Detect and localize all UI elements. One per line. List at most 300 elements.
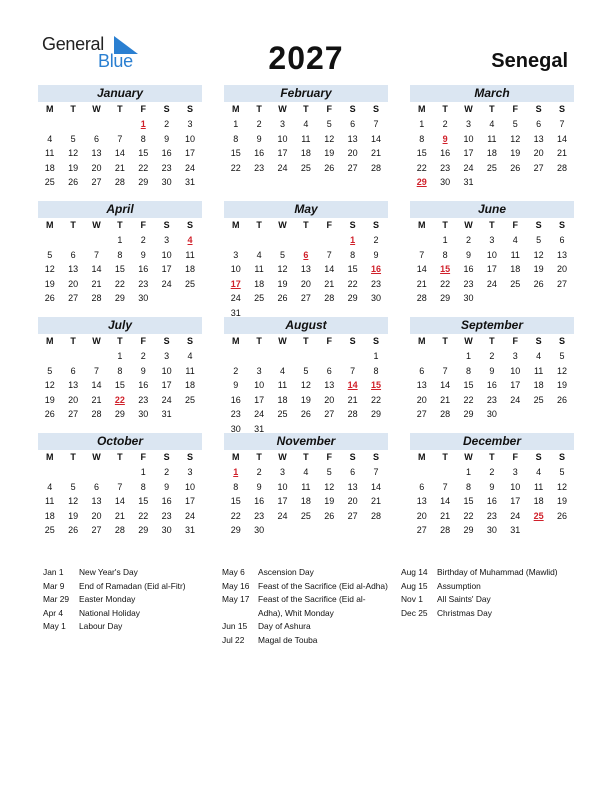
day-cell: 26: [510, 162, 521, 173]
day-cell: 3: [164, 235, 170, 245]
weekday-label: S: [349, 336, 356, 346]
day-cell: 28: [371, 162, 382, 173]
day-cell: 26: [557, 510, 568, 521]
day-cell: 9: [489, 481, 495, 492]
day-cell: 12: [510, 133, 521, 144]
holiday-entry: [222, 593, 388, 620]
day-cell: 2: [164, 119, 170, 129]
day-cell: 3: [512, 351, 518, 361]
empty-cell: [38, 465, 61, 480]
weekday-label: T: [489, 336, 495, 346]
day-cell: 9: [233, 380, 239, 390]
empty-cell: [38, 117, 61, 132]
day-cell: 21: [91, 394, 102, 405]
day-cell: 10: [161, 249, 172, 260]
day-cell: 2: [140, 235, 146, 245]
weekday-label: S: [373, 452, 380, 462]
day-cell: 25: [533, 394, 544, 405]
weekday-label: M: [45, 104, 54, 114]
empty-cell: [294, 233, 317, 248]
day-cell: 18: [510, 264, 521, 274]
day-cell: 6: [419, 365, 425, 376]
month-september: [410, 317, 574, 422]
day-cell: 1: [140, 467, 146, 477]
month-header: May: [224, 201, 388, 218]
day-cell: 28: [114, 177, 125, 187]
day-cell: 8: [442, 249, 448, 260]
holiday-date: Aug 15: [401, 580, 428, 591]
day-cell: 28: [347, 409, 358, 419]
day-cell: 15: [230, 148, 241, 158]
weekday-label: S: [349, 452, 356, 462]
holiday-name: Christmas Day: [437, 607, 492, 618]
day-cell: 17: [161, 380, 172, 390]
day-cell: 26: [44, 409, 55, 419]
day-cell: 20: [68, 278, 79, 289]
month-header: September: [410, 317, 574, 334]
holiday-column-2: [222, 566, 388, 647]
day-cell: 4: [536, 467, 542, 477]
day-cell: 5: [303, 365, 309, 376]
day-cell: 5: [512, 119, 518, 129]
day-cell: 2: [489, 351, 495, 361]
day-cell: 17: [185, 148, 196, 158]
day-cell: 11: [301, 481, 311, 492]
day-cell: 20: [91, 162, 102, 173]
weekday-label: S: [163, 336, 170, 346]
weekday-label: T: [70, 104, 76, 114]
holiday-entry: [222, 566, 388, 580]
day-cell: 14: [371, 133, 382, 144]
month-february: [224, 85, 388, 175]
day-cell: 25: [254, 293, 265, 303]
day-cell: 20: [416, 510, 427, 521]
day-cell: 17: [185, 496, 196, 506]
day-cell: 17: [254, 394, 265, 405]
day-cell: 27: [416, 525, 427, 535]
day-cell: 10: [486, 249, 497, 260]
day-cell: 14: [91, 380, 102, 390]
day-cell: 4: [47, 481, 53, 492]
weekday-label: W: [464, 452, 473, 462]
day-cell: 8: [373, 365, 379, 376]
holiday-name: End of Ramadan (Eid al-Fitr): [79, 580, 186, 591]
day-cell: 26: [324, 162, 335, 173]
day-cell: 14: [440, 496, 451, 506]
weekday-label: S: [535, 220, 542, 230]
holiday-name: Easter Monday: [79, 594, 136, 604]
day-cell: 15: [114, 380, 125, 390]
day-cell: 3: [187, 467, 193, 477]
day-cell: 21: [91, 278, 102, 289]
day-cell: 22: [440, 278, 451, 289]
day-cell: 26: [44, 293, 55, 303]
day-cell: 21: [324, 278, 335, 289]
day-cell: 8: [140, 133, 146, 144]
day-cell: 19: [324, 496, 335, 506]
day-cell: 19: [557, 496, 568, 506]
day-cell: 23: [161, 162, 172, 173]
day-cell: 16: [230, 394, 241, 405]
holiday-entry: [222, 580, 388, 594]
day-cell: 16: [254, 496, 265, 506]
day-cell: 22: [463, 394, 474, 405]
weekday-label: T: [303, 104, 309, 114]
empty-cell: [271, 349, 294, 364]
day-cell: 29: [114, 409, 125, 419]
day-cell: 22: [230, 510, 241, 521]
day-cell: 13: [347, 133, 358, 144]
day-cell: 15: [416, 148, 427, 158]
day-cell: 11: [185, 365, 195, 376]
weekday-label: T: [117, 104, 123, 114]
holiday-name: Assumption: [437, 580, 481, 591]
day-cell: 14: [324, 264, 335, 274]
day-cell: 14: [114, 496, 125, 506]
day-cell: 14: [371, 481, 382, 492]
day-cell: 22: [138, 510, 149, 521]
holiday-name: New Year's Day: [79, 567, 138, 577]
month-november: [224, 433, 388, 538]
day-cell: 15: [347, 264, 358, 274]
holiday-date: May 17: [222, 594, 250, 604]
day-cell: 13: [91, 148, 102, 158]
holiday-day: 6: [303, 249, 309, 260]
day-cell: 11: [254, 264, 264, 274]
day-cell: 26: [324, 510, 335, 521]
weekday-label: F: [140, 452, 146, 462]
empty-cell: [224, 233, 247, 248]
day-cell: 28: [91, 293, 102, 303]
day-cell: 1: [117, 351, 123, 361]
day-cell: 3: [233, 249, 239, 260]
weekday-label: T: [442, 104, 448, 114]
day-cell: 25: [300, 162, 311, 173]
day-cell: 27: [347, 162, 358, 173]
day-cell: 31: [254, 423, 265, 434]
holiday-name: Feast of the Sacrifice (Eid al-Adha): [258, 580, 388, 591]
weekday-label: W: [92, 336, 101, 346]
day-cell: 15: [138, 148, 149, 158]
day-cell: 28: [324, 293, 335, 303]
logo-text-blue: Blue: [98, 51, 133, 71]
holiday-date: Mar 9: [43, 580, 65, 591]
day-cell: 27: [347, 510, 358, 521]
day-cell: 26: [68, 177, 79, 187]
month-december: [410, 433, 574, 538]
day-cell: 22: [371, 394, 382, 405]
empty-cell: [61, 233, 84, 248]
month-header: August: [224, 317, 388, 334]
day-cell: 3: [489, 235, 495, 245]
day-grid: [410, 334, 574, 422]
logo-text-general: General: [42, 34, 104, 54]
day-cell: 23: [254, 510, 265, 521]
day-cell: 20: [68, 394, 79, 405]
holiday-name: Magal de Touba: [258, 634, 318, 645]
month-header: April: [38, 201, 202, 218]
day-cell: 7: [442, 481, 448, 492]
day-cell: 13: [300, 264, 311, 274]
day-cell: 9: [489, 365, 495, 376]
day-cell: 11: [301, 133, 311, 144]
weekday-label: S: [559, 104, 566, 114]
day-cell: 19: [44, 278, 55, 289]
day-cell: 2: [256, 467, 262, 477]
day-cell: 28: [557, 162, 568, 173]
holiday-entry: [401, 593, 571, 607]
empty-cell: [108, 117, 131, 132]
day-cell: 23: [486, 394, 497, 405]
weekday-label: S: [559, 336, 566, 346]
day-cell: 1: [373, 351, 379, 361]
empty-cell: [410, 233, 433, 248]
weekday-label: M: [417, 220, 426, 230]
day-cell: 19: [324, 148, 335, 158]
day-cell: 5: [326, 119, 332, 129]
day-cell: 11: [277, 380, 288, 390]
weekday-label: T: [303, 220, 309, 230]
day-cell: 25: [510, 278, 521, 289]
day-cell: 5: [326, 467, 332, 477]
day-cell: 4: [512, 235, 518, 245]
day-cell: 20: [91, 510, 102, 521]
day-cell: 21: [347, 394, 358, 405]
day-cell: 10: [161, 365, 172, 376]
day-cell: 7: [559, 119, 565, 129]
empty-cell: [108, 465, 131, 480]
day-cell: 2: [164, 467, 170, 477]
day-cell: 9: [164, 481, 170, 492]
country-name: Senegal: [491, 50, 568, 72]
day-cell: 11: [533, 481, 544, 492]
day-cell: 10: [230, 264, 241, 274]
day-cell: 29: [463, 409, 474, 419]
day-cell: 12: [324, 481, 335, 492]
holiday-date: Apr 4: [43, 607, 64, 618]
weekday-label: W: [92, 104, 101, 114]
day-cell: 6: [93, 481, 99, 492]
weekday-label: F: [140, 104, 146, 114]
holiday-day: 14: [347, 380, 358, 390]
day-cell: 2: [233, 365, 239, 376]
day-cell: 5: [279, 249, 285, 260]
day-cell: 31: [161, 409, 172, 419]
day-cell: 12: [68, 148, 79, 158]
day-cell: 2: [489, 467, 495, 477]
day-cell: 15: [138, 496, 149, 506]
day-cell: 21: [557, 148, 568, 158]
day-grid: [38, 102, 202, 190]
holiday-entry: [43, 620, 186, 634]
weekday-label: M: [231, 104, 240, 114]
weekday-label: W: [92, 452, 101, 462]
weekday-label: T: [489, 104, 495, 114]
day-cell: 18: [300, 148, 311, 158]
day-cell: 25: [277, 409, 288, 419]
day-cell: 13: [347, 481, 358, 492]
day-cell: 30: [254, 525, 265, 535]
day-cell: 28: [440, 525, 451, 535]
weekday-label: S: [349, 220, 356, 230]
month-header: March: [410, 85, 574, 102]
empty-cell: [85, 465, 108, 480]
day-cell: 28: [371, 510, 382, 521]
day-cell: 12: [44, 264, 55, 274]
holiday-date: May 16: [222, 580, 250, 591]
holiday-name: All Saints' Day: [437, 594, 491, 604]
day-cell: 18: [277, 394, 288, 405]
day-cell: 23: [254, 162, 265, 173]
empty-cell: [247, 233, 270, 248]
holiday-entry: [43, 580, 186, 594]
day-cell: 26: [277, 293, 288, 303]
day-cell: 23: [440, 162, 451, 173]
weekday-label: W: [278, 104, 287, 114]
weekday-label: T: [303, 336, 309, 346]
month-august: [224, 317, 388, 436]
day-cell: 2: [442, 119, 448, 129]
day-cell: 18: [44, 162, 55, 173]
weekday-label: S: [187, 336, 194, 346]
day-cell: 6: [326, 365, 332, 376]
empty-cell: [224, 349, 247, 364]
weekday-label: M: [45, 336, 54, 346]
holiday-date: Dec 25: [401, 607, 428, 618]
day-cell: 18: [486, 148, 497, 158]
holiday-column-1: [43, 566, 186, 634]
holiday-day: 22: [114, 394, 125, 405]
weekday-label: S: [163, 220, 170, 230]
weekday-label: S: [373, 104, 380, 114]
month-april: [38, 201, 202, 306]
day-cell: 9: [256, 481, 262, 492]
weekday-label: T: [303, 452, 309, 462]
empty-cell: [38, 349, 61, 364]
day-cell: 8: [117, 365, 123, 376]
day-cell: 13: [533, 133, 544, 144]
day-cell: 22: [463, 510, 474, 521]
day-cell: 6: [93, 133, 99, 144]
day-cell: 24: [277, 510, 288, 521]
day-cell: 28: [91, 409, 102, 419]
day-cell: 19: [510, 148, 521, 158]
weekday-label: S: [163, 104, 170, 114]
day-cell: 27: [557, 278, 568, 289]
day-cell: 21: [114, 510, 125, 521]
empty-cell: [433, 465, 456, 480]
day-cell: 6: [70, 249, 76, 260]
empty-cell: [85, 233, 108, 248]
day-cell: 15: [463, 380, 474, 390]
day-cell: 1: [419, 119, 425, 129]
day-cell: 16: [138, 380, 149, 390]
holiday-date: May 6: [222, 567, 245, 577]
day-cell: 8: [233, 133, 239, 144]
weekday-label: F: [326, 336, 332, 346]
day-cell: 25: [185, 278, 196, 289]
day-cell: 22: [114, 278, 125, 289]
day-grid: [38, 334, 202, 422]
day-cell: 16: [254, 148, 265, 158]
holiday-date: May 1: [43, 621, 66, 631]
day-cell: 13: [416, 496, 427, 506]
weekday-label: T: [70, 220, 76, 230]
day-cell: 11: [45, 148, 55, 158]
weekday-label: T: [117, 452, 123, 462]
day-cell: 18: [533, 496, 544, 506]
day-cell: 8: [465, 481, 471, 492]
holiday-day: 15: [371, 380, 382, 390]
day-cell: 12: [44, 380, 55, 390]
day-cell: 18: [533, 380, 544, 390]
weekday-label: T: [489, 220, 495, 230]
day-cell: 2: [256, 119, 262, 129]
day-grid: [410, 450, 574, 538]
day-cell: 24: [510, 394, 521, 405]
day-cell: 25: [300, 510, 311, 521]
day-cell: 26: [533, 278, 544, 289]
day-cell: 25: [486, 162, 497, 173]
day-cell: 9: [373, 249, 379, 260]
day-cell: 30: [371, 293, 382, 303]
weekday-label: F: [512, 336, 518, 346]
day-cell: 22: [230, 162, 241, 173]
holiday-entry: [222, 620, 388, 634]
day-cell: 13: [91, 496, 102, 506]
weekday-label: W: [464, 336, 473, 346]
day-cell: 1: [233, 119, 239, 129]
month-header: October: [38, 433, 202, 450]
empty-cell: [61, 465, 84, 480]
month-header: January: [38, 85, 202, 102]
month-header: July: [38, 317, 202, 334]
holiday-name: Ascension Day: [258, 567, 314, 577]
day-cell: 27: [68, 293, 79, 303]
day-cell: 2: [465, 235, 471, 245]
holiday-day: 17: [230, 278, 241, 289]
day-cell: 8: [419, 133, 425, 144]
day-cell: 21: [440, 394, 451, 405]
day-cell: 7: [350, 365, 356, 376]
day-cell: 19: [44, 394, 55, 405]
day-cell: 6: [536, 119, 542, 129]
day-cell: 7: [93, 249, 99, 260]
day-cell: 12: [557, 365, 568, 376]
empty-cell: [271, 233, 294, 248]
day-cell: 3: [187, 119, 193, 129]
weekday-label: S: [535, 336, 542, 346]
weekday-label: T: [256, 220, 262, 230]
weekday-label: M: [231, 452, 240, 462]
day-cell: 29: [463, 525, 474, 535]
day-cell: 7: [442, 365, 448, 376]
day-cell: 17: [277, 148, 288, 158]
weekday-label: F: [140, 336, 146, 346]
day-cell: 14: [557, 133, 568, 144]
holiday-day: 15: [440, 264, 451, 274]
day-cell: 25: [185, 394, 196, 405]
day-cell: 18: [44, 510, 55, 521]
holiday-date: Jun 15: [222, 621, 248, 631]
day-cell: 19: [300, 394, 311, 405]
day-cell: 30: [161, 525, 172, 535]
holiday-entry: [43, 566, 186, 580]
day-cell: 16: [161, 496, 172, 506]
weekday-label: F: [140, 220, 146, 230]
day-grid: [224, 102, 388, 175]
month-header: June: [410, 201, 574, 218]
